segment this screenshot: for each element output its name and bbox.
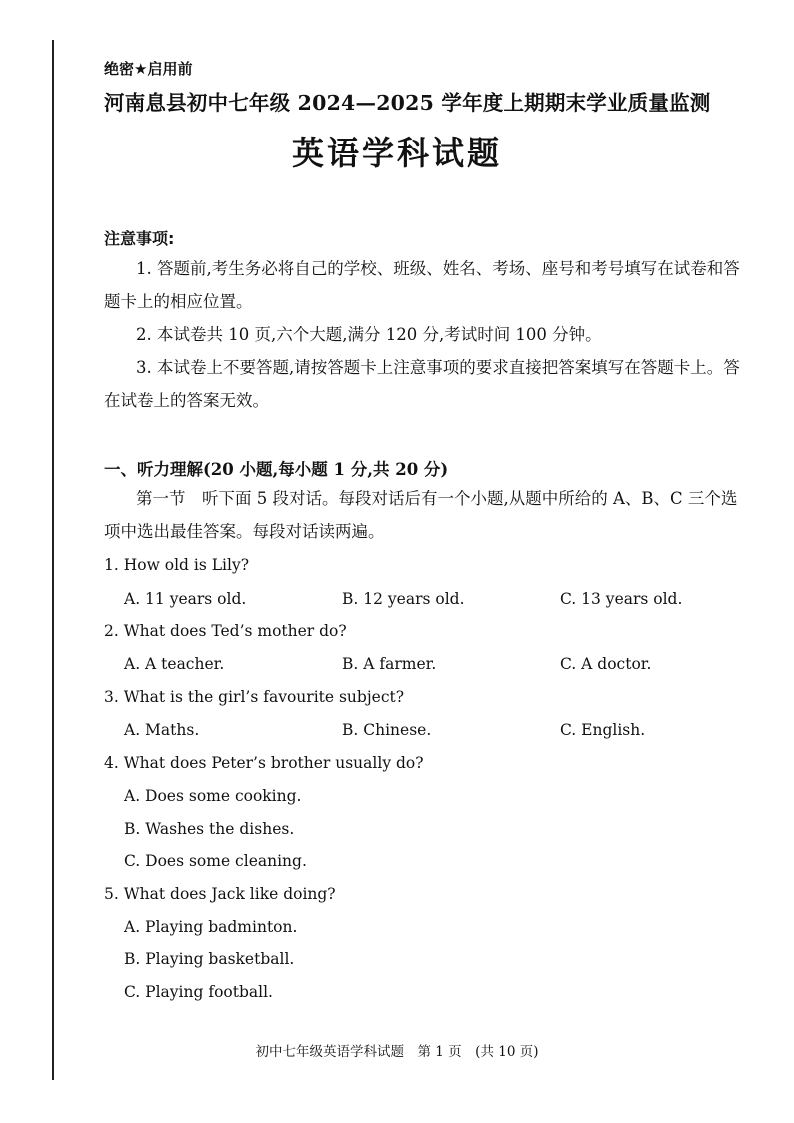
notes-heading: 注意事项: <box>104 229 175 248</box>
page-footer: 初中七年级英语学科试题 第 1 页 (共 10 页) <box>255 1044 539 1060</box>
note-item: 1. 答题前,考生务必将自己的学校、班级、姓名、考场、座号和考号填写在试卷和答题卡上的相应位置。 <box>104 259 740 311</box>
option-c: C. 13 years old. <box>560 590 683 608</box>
question-text: 1. How old is Lily? <box>104 556 250 574</box>
option-c: C. Does some cleaning. <box>124 852 307 870</box>
question-text: 3. What is the girl’s favourite subject? <box>104 688 405 706</box>
confidential-label: 绝密★启用前 <box>104 60 193 78</box>
option-a: A. Maths. <box>124 721 200 739</box>
exam-title: 河南息县初中七年级 2024—2025 学年度上期期末学业质量监测 <box>104 91 711 115</box>
option-b: B. Chinese. <box>342 721 432 739</box>
option-a: A. 11 years old. <box>124 590 247 608</box>
section-heading: 一、听力理解(20 小题,每小题 1 分,共 20 分) <box>104 460 449 479</box>
option-b: B. A farmer. <box>342 655 437 673</box>
note-item: 3. 本试卷上不要答题,请按答题卡上注意事项的要求直接把答案填写在答题卡上。答在试卷上的答案无效。 <box>104 358 740 410</box>
subject-title: 英语学科试题 <box>291 134 502 172</box>
binding-line <box>52 40 54 1080</box>
section-intro: 第一节 听下面 5 段对话。每段对话后有一个小题,从题中所给的 A、B、C 三个选项中选出最佳答案。每段对话读两遍。 <box>104 489 738 541</box>
question-text: 2. What does Ted’s mother do? <box>104 622 347 640</box>
option-b: B. 12 years old. <box>342 590 465 608</box>
option-a: A. A teacher. <box>124 655 225 673</box>
option-a: A. Does some cooking. <box>124 787 302 805</box>
question-text: 5. What does Jack like doing? <box>104 885 336 903</box>
question-text: 4. What does Peter’s brother usually do? <box>104 754 424 772</box>
option-c: C. English. <box>560 721 646 739</box>
option-b: B. Washes the dishes. <box>124 820 295 838</box>
option-a: A. Playing badminton. <box>124 918 298 936</box>
option-c: C. Playing football. <box>124 983 273 1001</box>
option-b: B. Playing basketball. <box>124 950 295 968</box>
note-item: 2. 本试卷共 10 页,六个大题,满分 120 分,考试时间 100 分钟。 <box>136 325 602 344</box>
option-c: C. A doctor. <box>560 655 652 673</box>
